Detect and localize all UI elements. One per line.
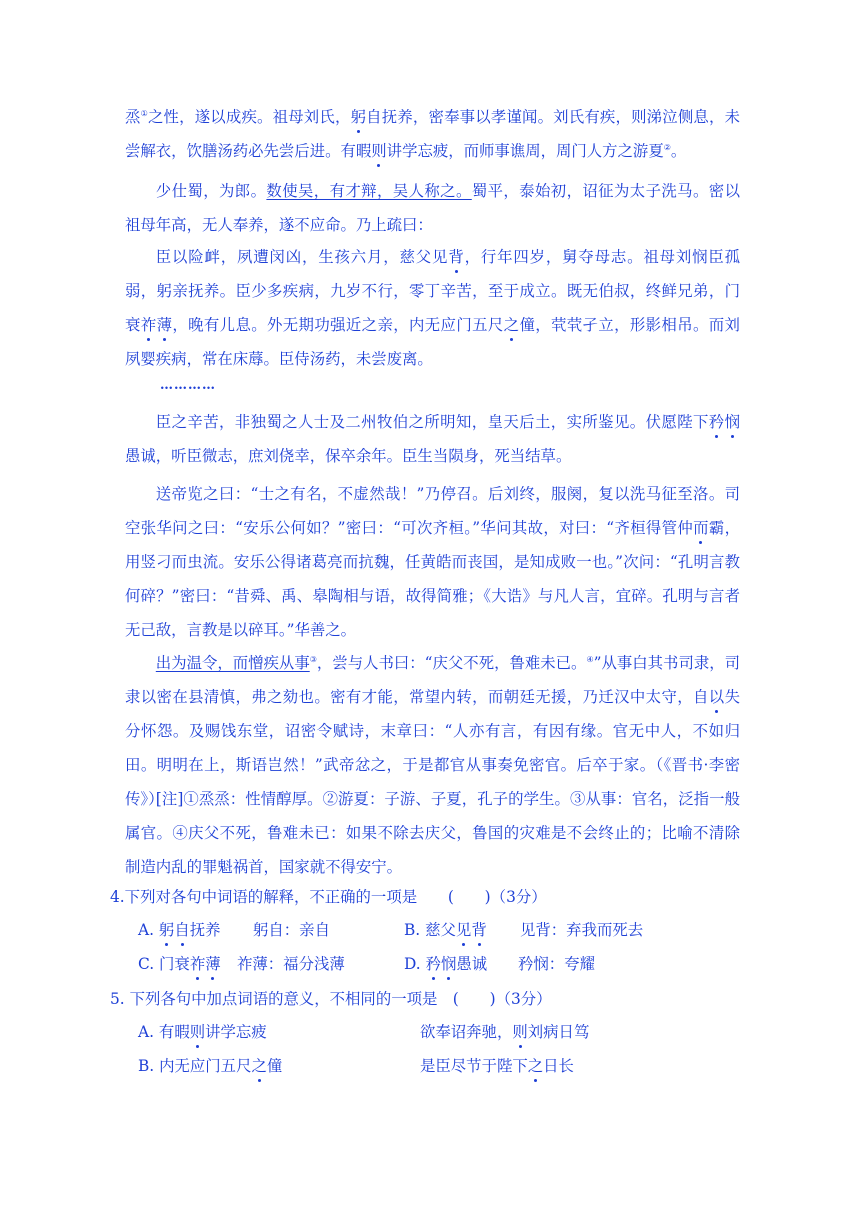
text: 烝 (125, 108, 141, 126)
text: 愚诚，听臣微志，庶刘侥幸，保卒余年。臣生当陨身，死当结草。 (125, 447, 572, 465)
text: ，行年四岁，舅夺母志。祖母刘悯臣孤弱，躬亲抚养。臣少多疾病，九岁不行，零丁辛苦，至于成立。既无伯叔，终鲜兄弟，门衰 (125, 248, 740, 334)
dotted-word: 之 (527, 1057, 544, 1075)
dotted-word: 薄 (156, 316, 173, 334)
dotted-word: 祚 (140, 316, 157, 334)
text: 。 (670, 142, 687, 160)
annotation-notes: [注]①烝烝：性情醇厚。②游夏：子游、子夏，孔子的学生。③从事：官名，泛指一般属官。④庆父不死，鲁难未已：如果不除去庆父，鲁国的灾难是不会终止的；比喻不清除制造内乱的罪魁祸首，国家就不得安宁。 (125, 790, 740, 876)
text: 抚养 (189, 921, 221, 939)
dotted-word: 见 (455, 921, 472, 939)
footnote-marker: ① (140, 109, 148, 118)
footnote-marker: ② (663, 143, 671, 152)
q4-option-b-gloss: 见背：弃我而死去 (520, 921, 644, 939)
text: 讲学忘疲 (205, 1023, 267, 1041)
text: 霸，用竖刁而虫流。安乐公得诸葛亮而抗魏，任黄皓而丧国，是知成败一也。”次问：“孔明言教何碎？”密曰：“昔舜、禹、皋陶相与语，故得简雅；《大诰》与凡人言，宜碎。孔明与言者无己敌，言教是以碎耳。”华善之。 (125, 519, 740, 639)
option-letter: D. (404, 955, 421, 973)
dotted-word: 则 (512, 1023, 528, 1041)
text: 日长 (543, 1057, 574, 1075)
dotted-word: 祚 (189, 955, 206, 973)
dotted-word: 之 (251, 1057, 267, 1075)
q4-option-a[interactable] (138, 919, 221, 941)
question-5-stem: 5. 下列各句中加点词语的意义，不相同的一项是 ( )（3分） (110, 990, 552, 1008)
q4-option-c[interactable] (138, 953, 221, 975)
dotted-word: 则 (189, 1023, 206, 1041)
dotted-word: 背 (471, 921, 487, 939)
text: ，尝与人书曰：“庆父不死，鲁难未已。 (316, 654, 587, 672)
q4-option-d-gloss: 矜悯：夸耀 (518, 955, 595, 973)
ellipsis: ………… (160, 378, 216, 393)
q5-option-b[interactable] (138, 1055, 282, 1077)
text: 自抚养，密奉事以孝谨闻。刘氏有疾，则涕泣侧息，未尝解衣，饮膳汤药必先尝后进。有暇 (125, 108, 740, 160)
option-letter: B. (404, 921, 421, 939)
paragraph-5 (125, 477, 740, 647)
option-letter: A. (138, 921, 155, 939)
text: 愚诚 (456, 955, 488, 973)
text: 讲学忘疲，而师事谯周，周门人方之游夏 (386, 142, 664, 160)
dotted-word: 而 (693, 519, 709, 537)
dotted-word: 矜 (708, 413, 725, 431)
underlined-sentence: 数使吴，有才辩，吴人称之。 (266, 182, 472, 200)
text: 有暇 (158, 1023, 190, 1041)
q5-option-a-right (420, 1021, 589, 1043)
text: ”从事白其书司隶，司隶以密在县清慎，弗之劾也。密有才能，常望内转，而朝廷无援，乃迁汉中太守，自 (125, 654, 741, 706)
dotted-word: 薄 (205, 955, 221, 973)
paragraph-4 (125, 405, 740, 473)
text: 臣之辛苦，非独蜀之人士及二州牧伯之所明知，皇天后土，实所鉴见。伏愿陛下 (155, 413, 709, 431)
dotted-word: 则 (371, 142, 387, 160)
q4-option-b[interactable] (404, 919, 487, 941)
text: 少仕蜀，为郎。 (155, 182, 267, 200)
footnote-marker: ③ (309, 655, 317, 664)
question-4-stem: 4.下列对各句中词语的解释，不正确的一项是 ( )（3分） (110, 888, 547, 906)
dotted-word: 悯 (441, 955, 457, 973)
dotted-word: 自 (174, 921, 190, 939)
q5-option-a[interactable] (138, 1021, 267, 1043)
option-letter: C. (138, 955, 155, 973)
option-letter: A. (138, 1023, 155, 1041)
text: 是臣尽节于陛下 (420, 1057, 528, 1075)
dotted-word: 躬 (158, 921, 175, 939)
text: 失分怀怨。及赐饯东堂，诏密令赋诗，末章曰：“人亦有言，有因有缘。官无中人，不如归田。明明在上，斯语岂然！”武帝忿之，于是都官从事奏免密官。后卒于家。（《晋书·李密传》） (125, 688, 740, 808)
text: 欲奉诏奔驰， (420, 1023, 513, 1041)
text: 门衰 (159, 955, 190, 973)
text: 蜀平，泰始初，诏征为太子洗马。密以祖母年高，无人奉养，遂不应命。乃上疏曰： (125, 182, 740, 234)
text: 臣以险衅，夙遭闵凶，生孩六月，慈父见 (155, 248, 449, 266)
underlined-sentence: 出为温令，而憎疾从事 (155, 654, 310, 672)
paragraph-3 (125, 240, 740, 376)
q4-option-c-gloss: 祚薄：福分浅薄 (237, 955, 345, 973)
footnote-marker: ④ (586, 655, 594, 664)
paragraph-1 (125, 100, 740, 168)
q4-option-a-gloss: 躬自：亲自 (253, 921, 330, 939)
dotted-word: 以 (708, 688, 725, 706)
text: 慈父 (425, 921, 456, 939)
text: 僮 (266, 1057, 283, 1075)
dotted-word: 背 (448, 248, 465, 266)
dotted-word: 悯 (724, 413, 740, 431)
text: 之性，遂以成疾。祖母刘氏， (147, 108, 351, 126)
option-letter: B. (138, 1057, 155, 1075)
dotted-word: 之 (503, 316, 520, 334)
text: 送帝览之曰：“士之有名，不虚然哉！”乃停召。后刘终，服阕，复以洗马征至洛。司空张华问之曰：“安乐公何如？”密曰：“可次齐桓。”华问其故，对曰：“齐桓得管仲 (125, 485, 740, 537)
paragraph-2 (125, 174, 740, 242)
dotted-word: 矜 (425, 955, 441, 973)
text: 刘病日笃 (527, 1023, 590, 1041)
text: ，晚有儿息。外无期功强近之亲，内无应门五尺 (172, 316, 504, 334)
q5-option-b-right (420, 1055, 574, 1077)
q4-option-d[interactable] (404, 953, 487, 975)
dotted-word: 躬 (350, 108, 367, 126)
text: 内无应门五尺 (159, 1057, 252, 1075)
text: 僮，茕茕孑立，形影相吊。而刘夙婴疾病，常在床蓐。臣侍汤药，未尝废离。 (125, 316, 740, 368)
